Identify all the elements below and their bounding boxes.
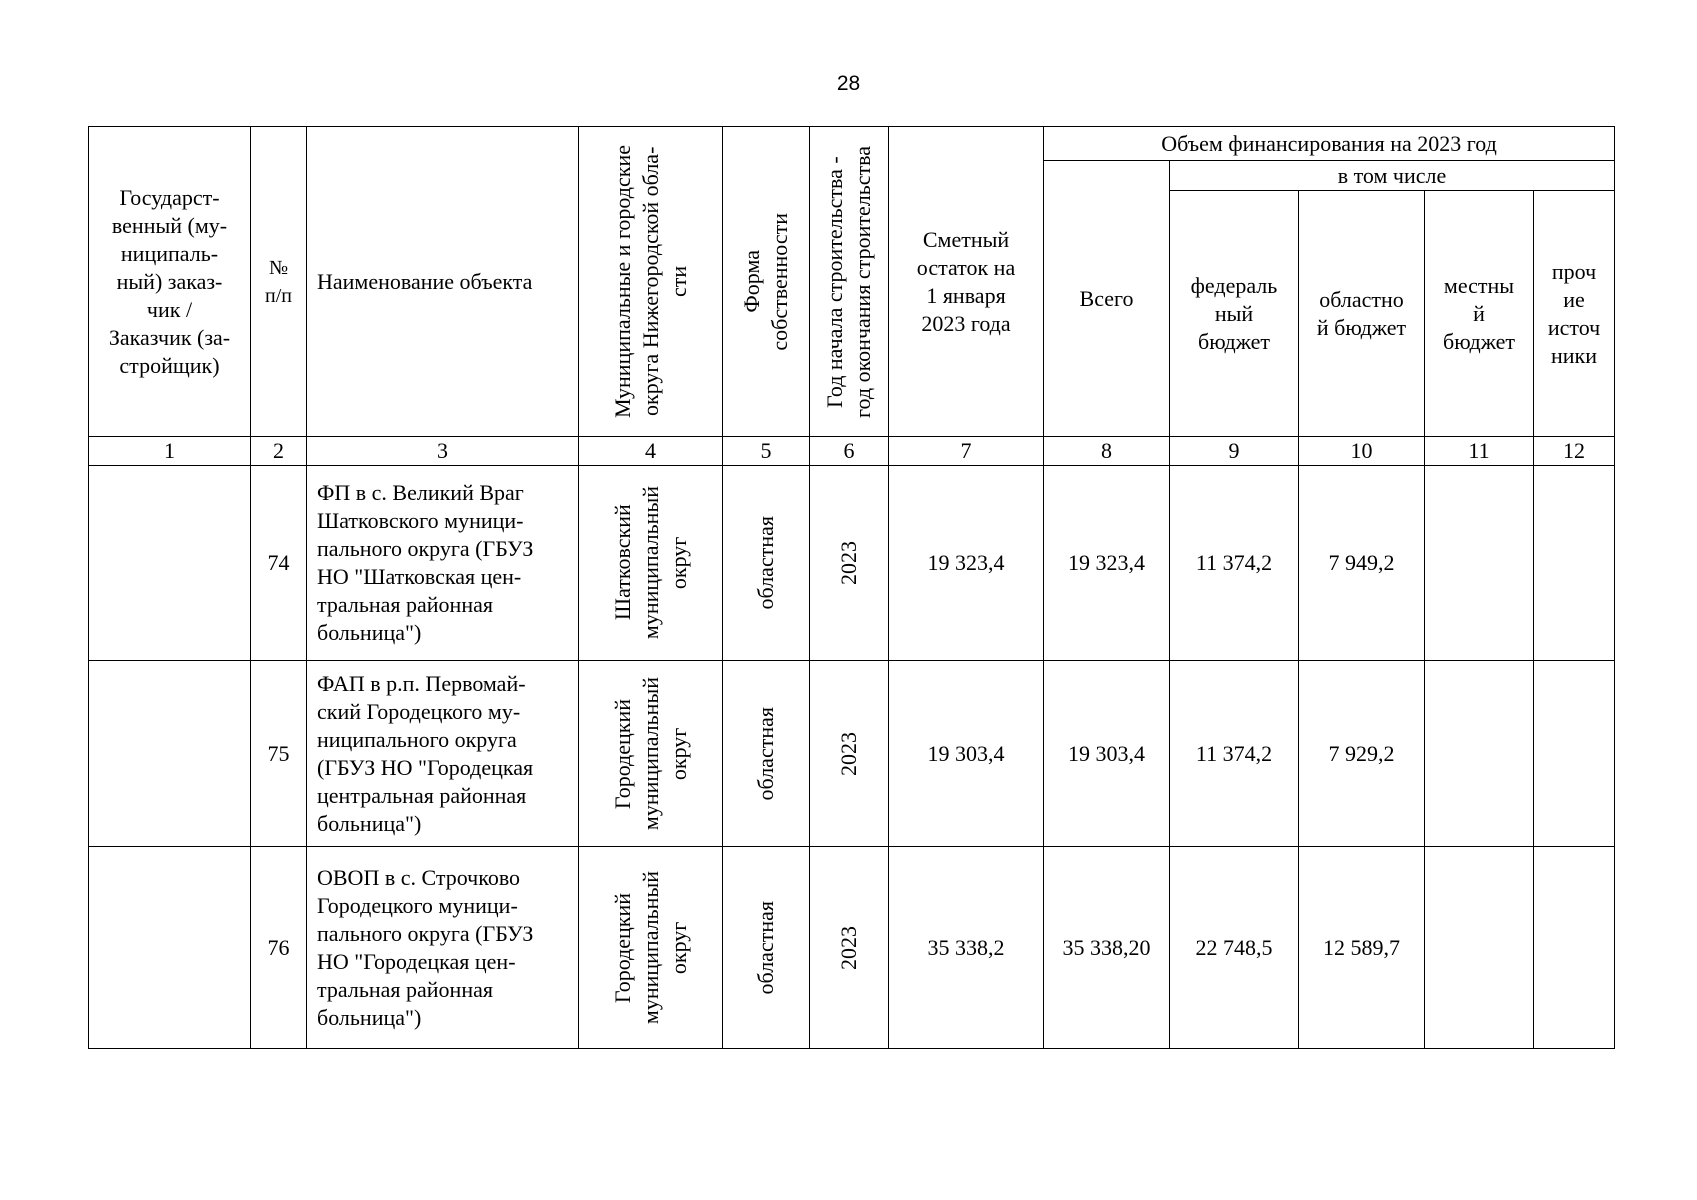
cell-total: 19 323,4	[1044, 466, 1170, 661]
header-local: местны й бюджет	[1425, 191, 1534, 437]
cell-ownership	[723, 847, 810, 1049]
cell-local	[1425, 466, 1534, 661]
cell-municipality-text: Городецкий муниципальный округ	[609, 676, 691, 831]
cell-municipality-text: Городецкий муниципальный округ	[609, 870, 691, 1025]
cell-other	[1534, 847, 1615, 1049]
cell-federal: 11 374,2	[1170, 661, 1299, 847]
cell-num: 76	[251, 847, 307, 1049]
header-years-text: Год начала строительства - год окончания строительства	[822, 145, 875, 418]
header-customer: Государст- венный (му- ниципаль- ный) заказ- чик / Заказчик (за- стройщик)	[89, 127, 251, 437]
header-including: в том числе	[1170, 161, 1615, 191]
header-num: № п/п	[251, 127, 307, 437]
header-ownership-text: Форма собственности	[739, 212, 792, 351]
header-ownership	[723, 127, 810, 437]
column-number: 11	[1425, 437, 1534, 466]
column-number: 9	[1170, 437, 1299, 466]
cell-years-text: 2023	[836, 541, 861, 585]
header-funding-group: Объем финансирования на 2023 год	[1044, 127, 1615, 161]
cell-municipality	[579, 466, 723, 661]
cell-ownership-text: областная	[753, 516, 778, 610]
financing-table	[88, 126, 1615, 1049]
cell-balance: 35 338,2	[889, 847, 1044, 1049]
cell-years	[810, 847, 889, 1049]
cell-ownership	[723, 661, 810, 847]
cell-num: 75	[251, 661, 307, 847]
column-number: 6	[810, 437, 889, 466]
cell-ownership-text: областная	[753, 706, 778, 801]
header-object-name: Наименование объекта	[307, 127, 579, 437]
cell-customer	[89, 466, 251, 661]
cell-balance: 19 323,4	[889, 466, 1044, 661]
cell-regional: 7 929,2	[1299, 661, 1425, 847]
header-row-1	[89, 127, 1615, 161]
cell-years-text: 2023	[836, 731, 861, 776]
header-municipality	[579, 127, 723, 437]
header-balance: Сметный остаток на 1 января 2023 года	[889, 127, 1044, 437]
page-number: 28	[836, 72, 861, 95]
cell-total: 19 303,4	[1044, 661, 1170, 847]
cell-customer	[89, 661, 251, 847]
column-number-row	[89, 437, 1615, 466]
cell-local	[1425, 847, 1534, 1049]
cell-municipality-text: Шатковский муниципальный округ	[609, 486, 691, 640]
column-number: 1	[89, 437, 251, 466]
column-number: 2	[251, 437, 307, 466]
cell-num: 74	[251, 466, 307, 661]
header-municipality-text: Муниципальные и городские округа Нижегородской обла- сти	[609, 145, 691, 418]
cell-other	[1534, 661, 1615, 847]
cell-years-text: 2023	[836, 925, 861, 970]
cell-regional: 7 949,2	[1299, 466, 1425, 661]
header-regional: областно й бюджет	[1299, 191, 1425, 437]
column-number: 12	[1534, 437, 1615, 466]
table-row	[89, 847, 1615, 1049]
cell-regional: 12 589,7	[1299, 847, 1425, 1049]
cell-years	[810, 466, 889, 661]
header-other: проч ие источ ники	[1534, 191, 1615, 437]
column-number: 3	[307, 437, 579, 466]
cell-object-name: ФП в с. Великий Враг Шатковского муници- пального округа (ГБУЗ НО "Шатковская цен- тральная районная больница")	[307, 466, 579, 661]
cell-object-name: ФАП в р.п. Первомай- ский Городецкого му- ниципального округа (ГБУЗ НО "Городецкая центральная районная больница")	[307, 661, 579, 847]
column-number: 7	[889, 437, 1044, 466]
cell-municipality	[579, 847, 723, 1049]
cell-total: 35 338,20	[1044, 847, 1170, 1049]
column-number: 10	[1299, 437, 1425, 466]
cell-object-name: ОВОП в с. Строчково Городецкого муници- пального округа (ГБУЗ НО "Городецкая цен- тральная районная больница")	[307, 847, 579, 1049]
cell-other	[1534, 466, 1615, 661]
table-row	[89, 661, 1615, 847]
cell-municipality	[579, 661, 723, 847]
cell-balance: 19 303,4	[889, 661, 1044, 847]
cell-years	[810, 661, 889, 847]
column-number: 5	[723, 437, 810, 466]
header-federal: федераль ный бюджет	[1170, 191, 1299, 437]
cell-federal: 22 748,5	[1170, 847, 1299, 1049]
header-years	[810, 127, 889, 437]
cell-federal: 11 374,2	[1170, 466, 1299, 661]
cell-ownership-text: областная	[753, 900, 778, 995]
table-row	[89, 466, 1615, 661]
column-number: 4	[579, 437, 723, 466]
header-total: Всего	[1044, 161, 1170, 437]
cell-customer	[89, 847, 251, 1049]
column-number: 8	[1044, 437, 1170, 466]
cell-ownership	[723, 466, 810, 661]
cell-local	[1425, 661, 1534, 847]
